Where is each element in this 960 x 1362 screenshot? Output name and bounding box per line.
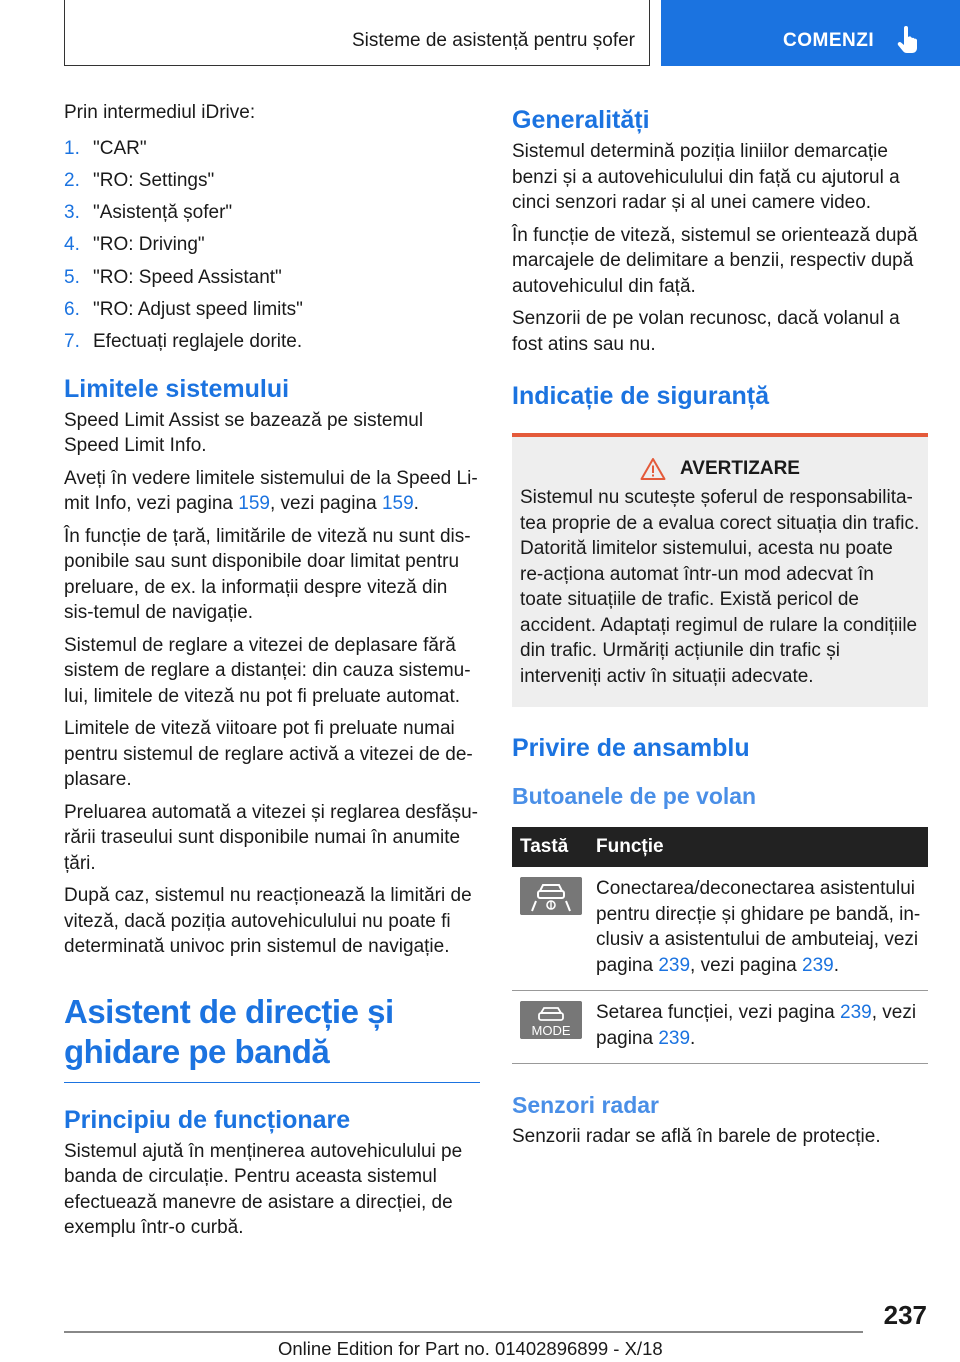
overview-heading: Privire de ansamblu — [512, 734, 750, 762]
warning-text: Sistemul nu scutește șoferul de responsabilita-tea proprie de a evalua corect situația din trafic. Datorită limitelor sistemului, acesta nu poate re-acționa automat într-un mod adecvat în toate situațiile de trafic. Există pericol de accident. Adaptați regimul de rulare la condițiile din trafic. Urmăriți acțiunile din trafic și interveniți activ în situații adecvate. — [520, 487, 920, 687]
radar-heading: Senzori radar — [512, 1092, 659, 1118]
list-item: 7. Efectuați reglajele dorite. — [64, 331, 303, 353]
warning-triangle-icon — [640, 457, 666, 481]
table-cell-function: Conectarea/deconectarea asistentului pentru direcție și ghidare pe bandă, in-clusiv a asistentului de ambuteiaj, vezi pagina 239, vezi pagina 239. — [590, 867, 928, 991]
principle-heading: Principiu de funcționare — [64, 1105, 351, 1134]
warning-box — [512, 433, 928, 707]
header-section-title: Sisteme de asistență pentru șofer — [351, 30, 635, 51]
header-tab-comenzi[interactable] — [661, 0, 960, 66]
page-link-239[interactable]: 239 — [658, 954, 691, 976]
general-paragraph-3: Senzorii de pe volan recunosc, dacă volanul a fost atins sau nu. — [512, 308, 900, 355]
radar-paragraph: Senzorii radar se află în barele de protecție. — [512, 1126, 881, 1147]
page-link-239[interactable]: 239 — [802, 954, 834, 976]
limits-paragraph-6: Preluarea automată a vitezei și reglarea desfășu-rării traseului sunt disponibile numai în anumite țări. — [64, 801, 479, 874]
list-item: 4. "RO: Driving" — [64, 234, 205, 256]
left-column — [64, 100, 480, 1248]
hand-pointer-icon — [897, 26, 919, 54]
limits-paragraph-3: În funcție de țară, limitările de viteză nu sunt dis-ponibile sau sunt disponibile doar limitat pentru preluare, de ex. la informații despre viteză din sis-temul de navigație. — [64, 525, 471, 624]
page-link-239[interactable]: 239 — [840, 1002, 872, 1023]
limits-heading: Limitele sistemului — [64, 374, 290, 403]
list-item: 6. "RO: Adjust speed limits" — [64, 298, 303, 320]
table-header-tasta: Tastă — [512, 827, 590, 867]
header-section-box — [64, 0, 650, 66]
page-number: 237 — [883, 1300, 927, 1330]
right-column — [512, 100, 928, 1157]
principle-paragraph: Sistemul ajută în menținerea autovehiculului pe banda de circulație. Pentru aceasta sistemul efectuează manevre de asistare a direcției, de exemplu într-o curbă. — [64, 1140, 463, 1239]
general-heading: Generalități — [512, 106, 650, 134]
list-item: 5. "RO: Speed Assistant" — [64, 266, 282, 288]
table-row — [512, 991, 928, 1064]
limits-paragraph-4: Sistemul de reglare a vitezei de deplasare fără sistem de reglare a distanței: din cauza sistemu-lui, limitele de viteză nu pot fi preluate automat. — [64, 634, 471, 707]
chapter-heading: Asistent de direcție și ghidare pe bandă — [64, 992, 480, 1083]
page-link-159[interactable]: 159 — [238, 493, 270, 515]
lane-assist-button-icon — [520, 877, 582, 915]
table-header-row — [512, 827, 928, 867]
list-item: 3. "Asistență șofer" — [64, 202, 233, 224]
warning-title-row — [520, 457, 920, 481]
table-row — [512, 867, 928, 991]
general-paragraph-2: În funcție de viteză, sistemul se orientează după marcajele de delimitare a benzii, respectiv după autovehiculul din față. — [512, 224, 918, 297]
limits-paragraph-2: Aveți în vedere limitele sistemului de la Speed Li-mit Info, vezi pagina 159, vezi pagina 159. — [64, 467, 478, 515]
mode-button-icon — [520, 1001, 582, 1039]
page-link-239[interactable]: 239 — [658, 1027, 691, 1049]
mode-label: MODE — [531, 1023, 571, 1038]
footer-divider — [64, 1331, 863, 1333]
header-tab-label: COMENZI — [783, 30, 875, 51]
idrive-steps-list — [64, 133, 480, 359]
list-item: 2. "RO: Settings" — [64, 169, 215, 191]
buttons-heading: Butoanele de pe volan — [512, 783, 757, 809]
safety-heading: Indicație de siguranță — [512, 382, 770, 410]
table-header-functie: Funcție — [590, 827, 928, 867]
idrive-intro: Prin intermediul iDrive: — [64, 102, 256, 123]
buttons-table — [512, 827, 928, 1064]
table-cell-function: Setarea funcției, vezi pagina 239, vezi pagina 239. — [590, 991, 928, 1064]
warning-title: AVERTIZARE — [680, 458, 800, 479]
limits-paragraph-1: Speed Limit Assist se bazează pe sistemul Speed Limit Info. — [64, 409, 424, 457]
limits-paragraph-7: După caz, sistemul nu reacționează la limitări de viteză, dacă poziția autovehiculului nu poate fi determinată univoc prin sistemul de navigație. — [64, 885, 472, 958]
list-item: 1. "CAR" — [64, 137, 147, 159]
footer-edition: Online Edition for Part no. 01402896899 - X/18 — [278, 1338, 663, 1359]
limits-paragraph-5: Limitele de viteză viitoare pot fi preluate numai pentru sistemul de reglare activă a vitezei de de-plasare. — [64, 718, 473, 791]
general-paragraph-1: Sistemul determină poziția liniilor demarcație benzi și a autovehiculului din față cu ajutorul a cinci senzori radar și al unei camere video. — [512, 141, 900, 213]
page-link-159[interactable]: 159 — [381, 493, 414, 515]
